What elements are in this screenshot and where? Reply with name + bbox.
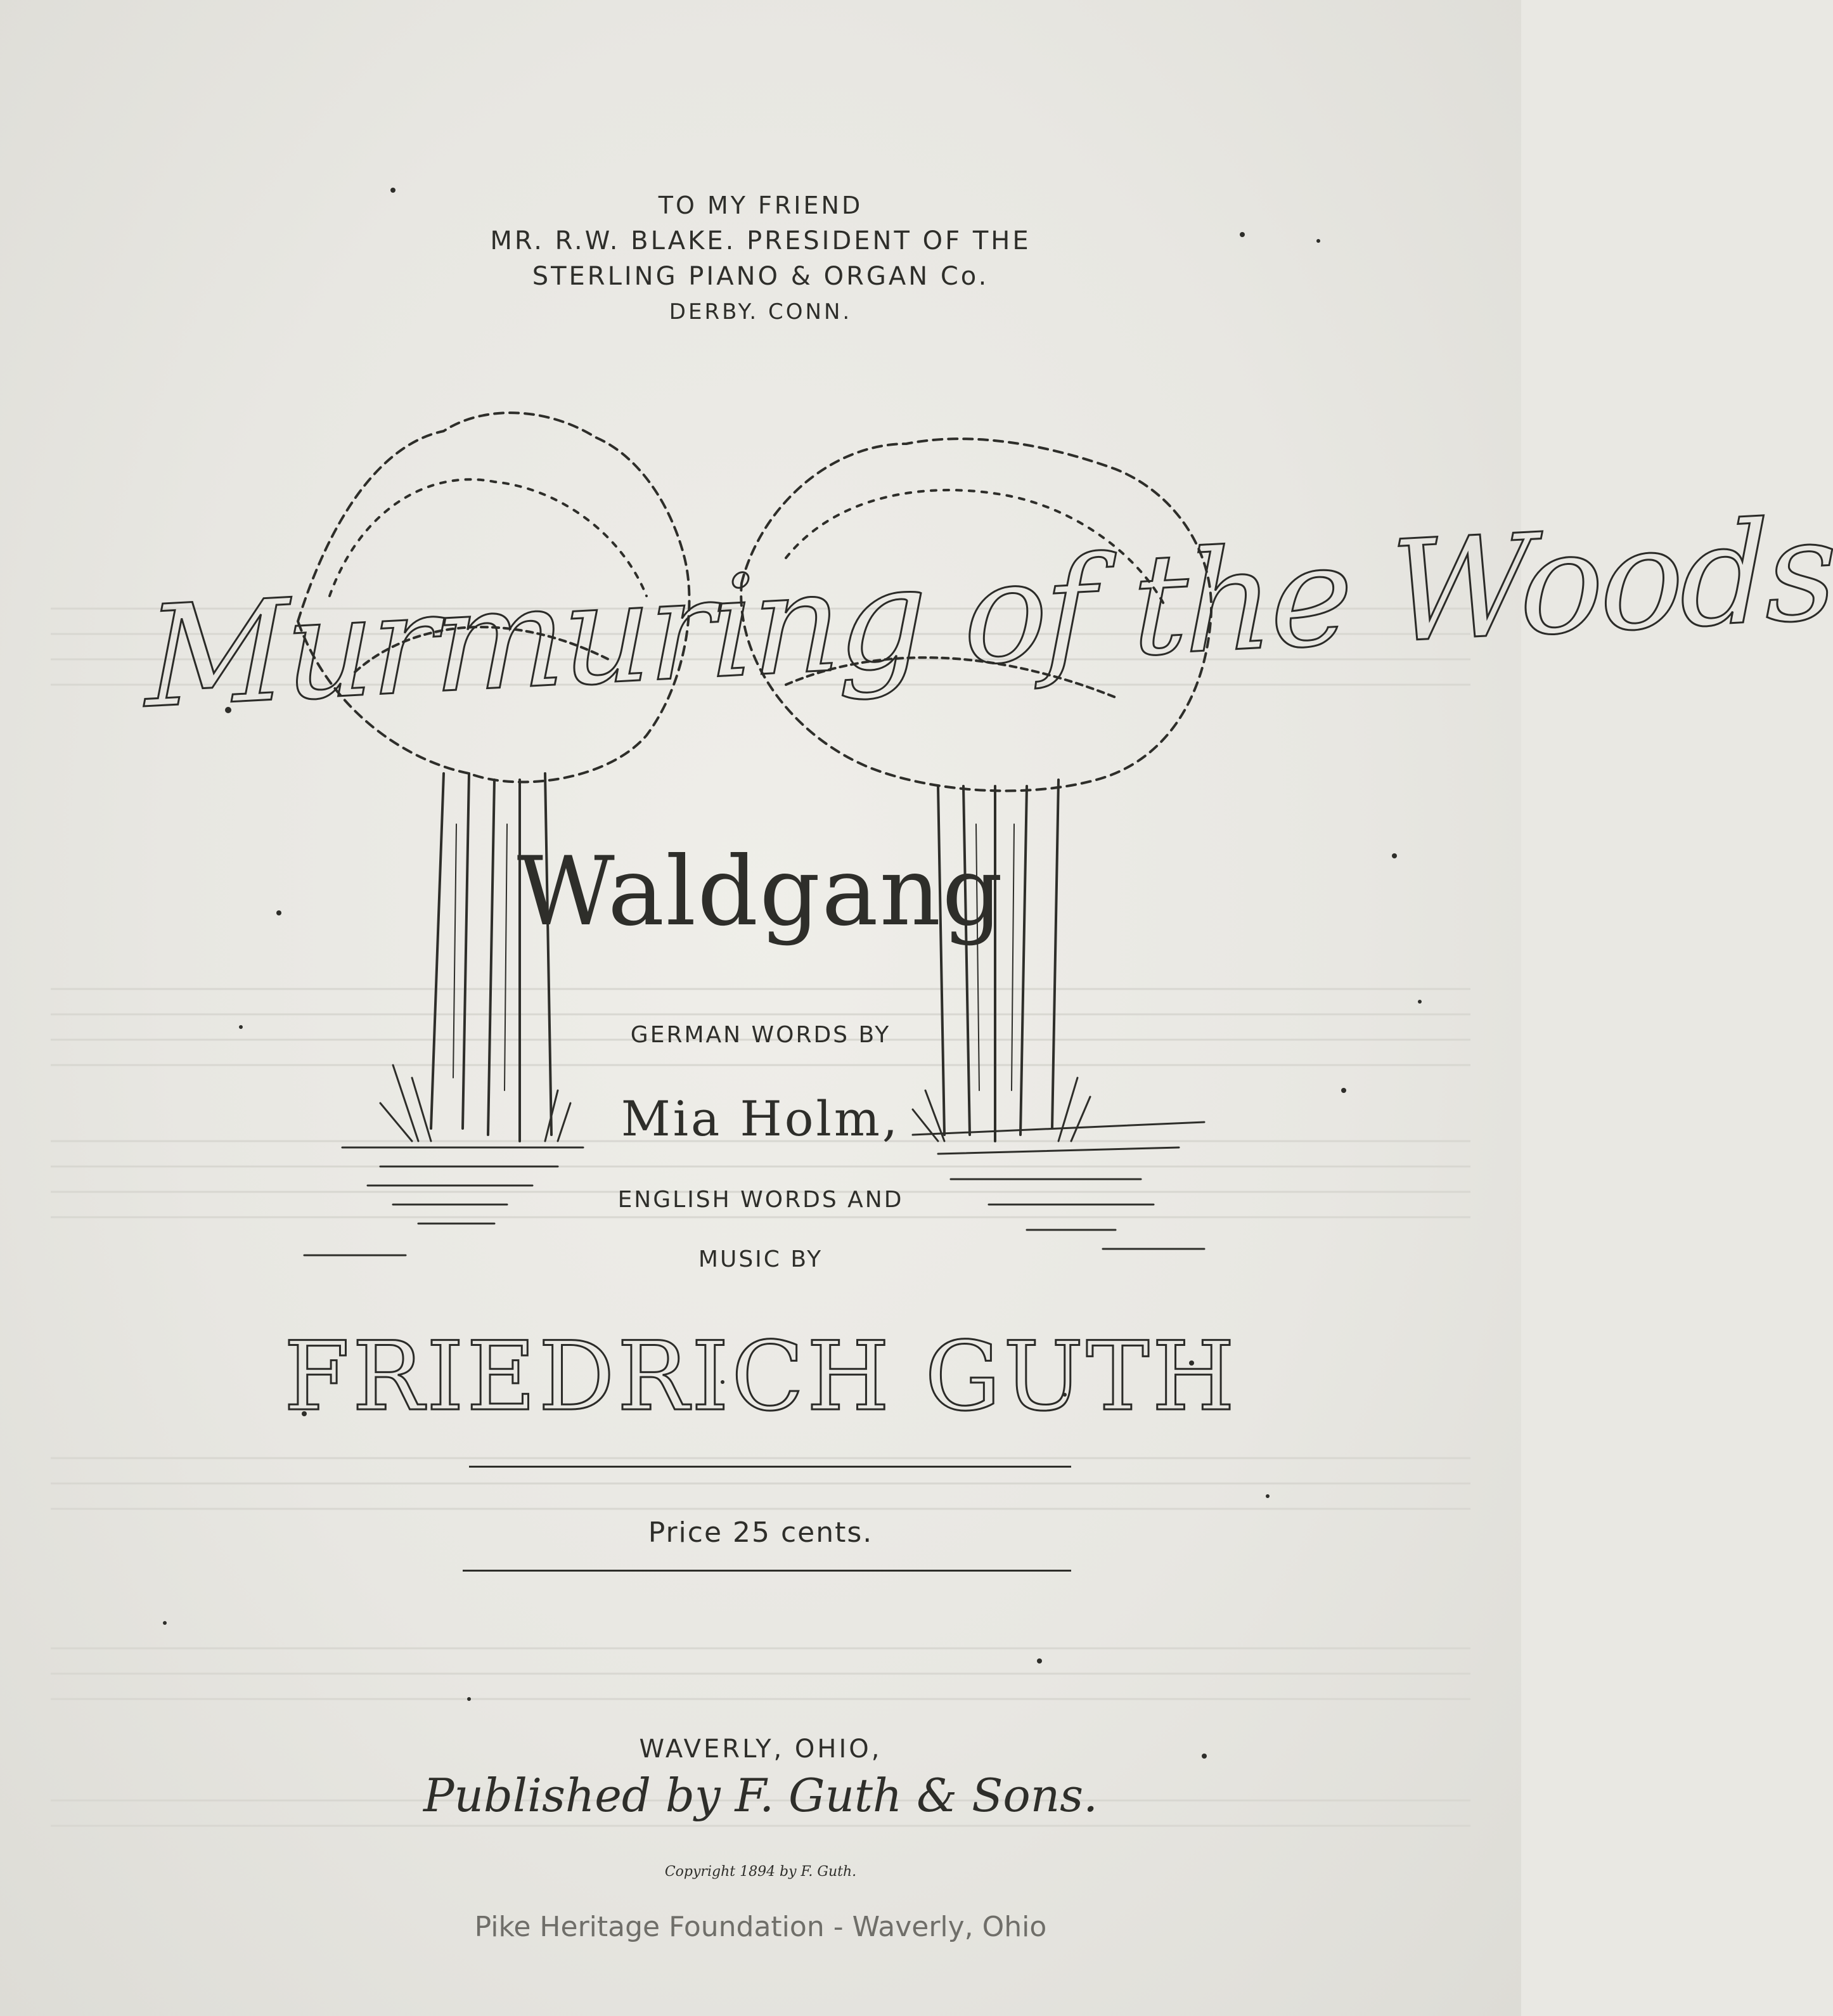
dedication — [0, 181, 1521, 336]
copyright-notice: Copyright 1894 by F. Guth. — [664, 1864, 857, 1880]
song-subtitle: Waldgang — [517, 837, 1005, 947]
dedication-line-1: TO MY FRIEND — [658, 191, 863, 219]
watermark-footer: Pike Heritage Foundation - Waverly, Ohio — [474, 1911, 1047, 1943]
price-label: Price 25 cents. — [648, 1516, 873, 1549]
publisher-place: WAVERLY, OHIO, — [639, 1735, 882, 1764]
divider-top — [469, 1466, 1071, 1468]
german-words-label: GERMAN WORDS BY — [630, 1022, 891, 1048]
dedication-line-2: MR. R.W. BLAKE. PRESIDENT OF THE — [490, 226, 1031, 255]
music-by-label: MUSIC BY — [698, 1246, 823, 1272]
english-words-label: ENGLISH WORDS AND — [617, 1187, 904, 1213]
divider-bottom — [463, 1570, 1071, 1572]
dedication-line-4: DERBY. CONN. — [669, 299, 852, 325]
publisher-name: Published by F. Guth & Sons. — [423, 1769, 1098, 1822]
song-title: Murmuring of the Woods — [146, 488, 1833, 739]
lyricist-name: Mia Holm, — [621, 1090, 901, 1147]
composer-name: FRIEDRICH GUTH — [283, 1322, 1238, 1432]
dedication-line-3: STERLING PIANO & ORGAN Co. — [532, 262, 989, 291]
